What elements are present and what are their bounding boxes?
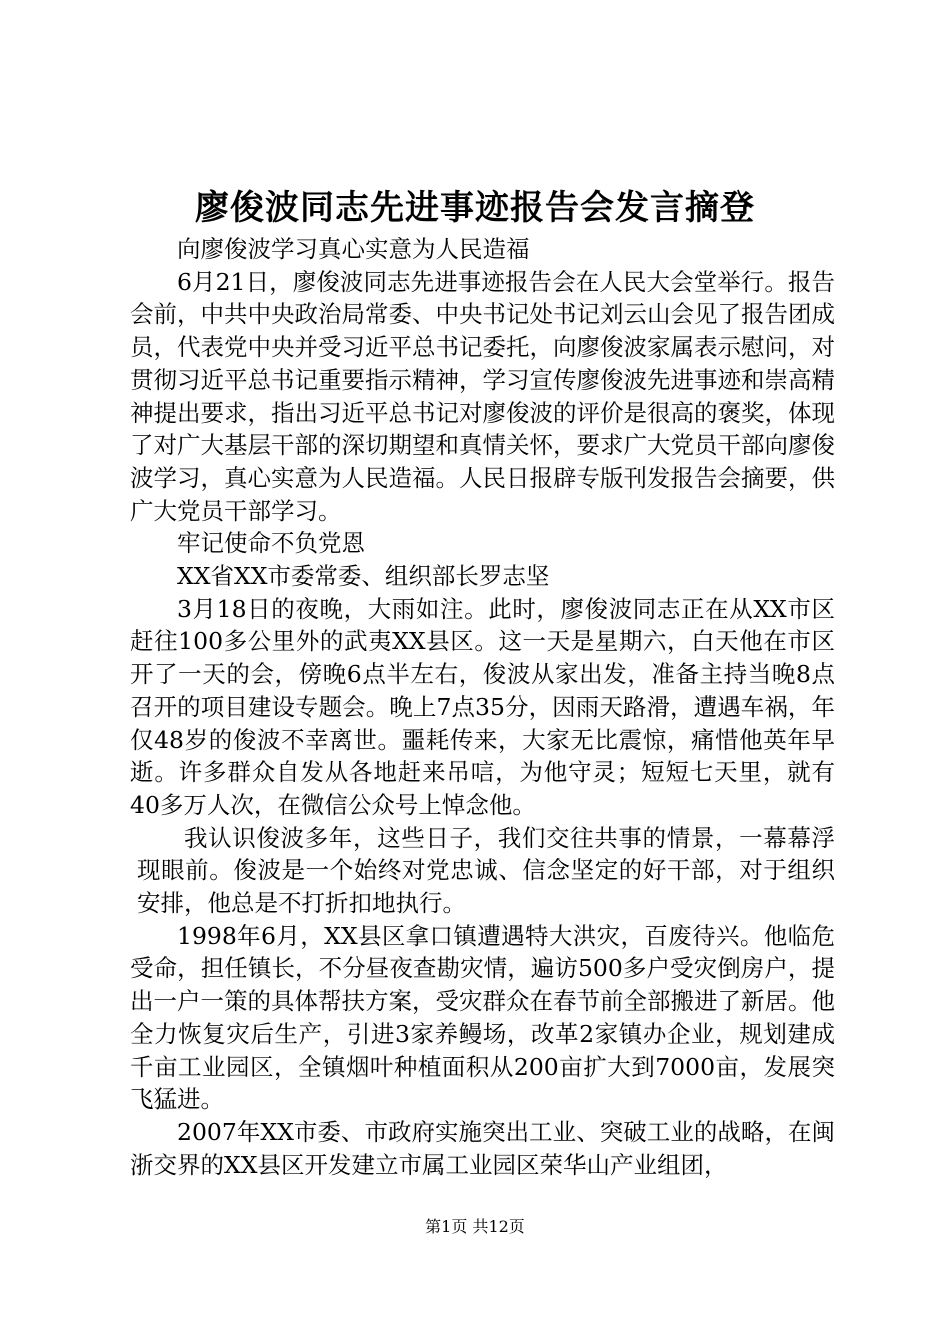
- paragraph-body: 3月18日的夜晚，大雨如注。此时，廖俊波同志正在从XX市区赶往100多公里外的武夷XX县区。这一天是星期六，白天他在市区开了一天的会，傍晚6点半左右，俊波从家出发，准备主持当晚8点召开的项目建设专题会。晚上7点35分，因雨天路滑，遭遇车祸，年仅48岁的俊波不幸离世。噩耗传来，大家无比震惊，痛惜他英年早逝。许多群众自发从各地赶来吊唁，为他守灵；短短七天里，就有40多万人次，在微信公众号上悼念他。: [130, 594, 835, 819]
- document-body: [130, 233, 835, 1181]
- paragraph-body: 1998年6月，XX县区拿口镇遭遇特大洪灾，百废待兴。他临危受命，担任镇长，不分昼夜查勘灾情，遍访500多户受灾倒房户，提出一户一策的具体帮扶方案，受灾群众在春节前全部搬进了新居。他全力恢复灾后生产，引进3家养鳗场，改革2家镇办企业，规划建成千亩工业园区，全镇烟叶种植面积从200亩扩大到7000亩，发展突飞猛进。: [130, 921, 835, 1114]
- paragraph-speaker: XX省XX市委常委、组织部长罗志坚: [177, 562, 550, 591]
- document-title: 廖俊波同志先进事迹报告会发言摘登: [195, 188, 755, 228]
- paragraph-body: 2007年XX市委、市政府实施突出工业、突破工业的战略，在闽浙交界的XX县区开发建立市属工业园区荣华山产业组团，: [130, 1117, 835, 1179]
- paragraph-intro: 6月21日，廖俊波同志先进事迹报告会在人民大会堂举行。报告会前，中共中央政治局常委、中央书记处书记刘云山会见了报告团成员，代表党中央并受习近平总书记委托，向廖俊波家属表示慰问，对贯彻习近平总书记重要指示精神，学习宣传廖俊波先进事迹和崇高精神提出要求，指出习近平总书记对廖俊波的评价是很高的褒奖，体现了对广大基层干部的深切期望和真情关怀，要求广大党员干部向廖俊波学习，真心实意为人民造福。人民日报辟专版刊发报告会摘要，供广大党员干部学习。: [130, 267, 835, 525]
- page-number: 第1页 共12页: [425, 1217, 525, 1236]
- paragraph-heading: 牢记使命不负党恩: [177, 529, 365, 558]
- paragraph-subtitle: 向廖俊波学习真心实意为人民造福: [177, 235, 530, 263]
- paragraph-body: 我认识俊波多年，这些日子，我们交往共事的情景，一幕幕浮现眼前。俊波是一个始终对党忠诚、信念坚定的好干部，对于组织安排，他总是不打折扣地执行。: [137, 823, 835, 918]
